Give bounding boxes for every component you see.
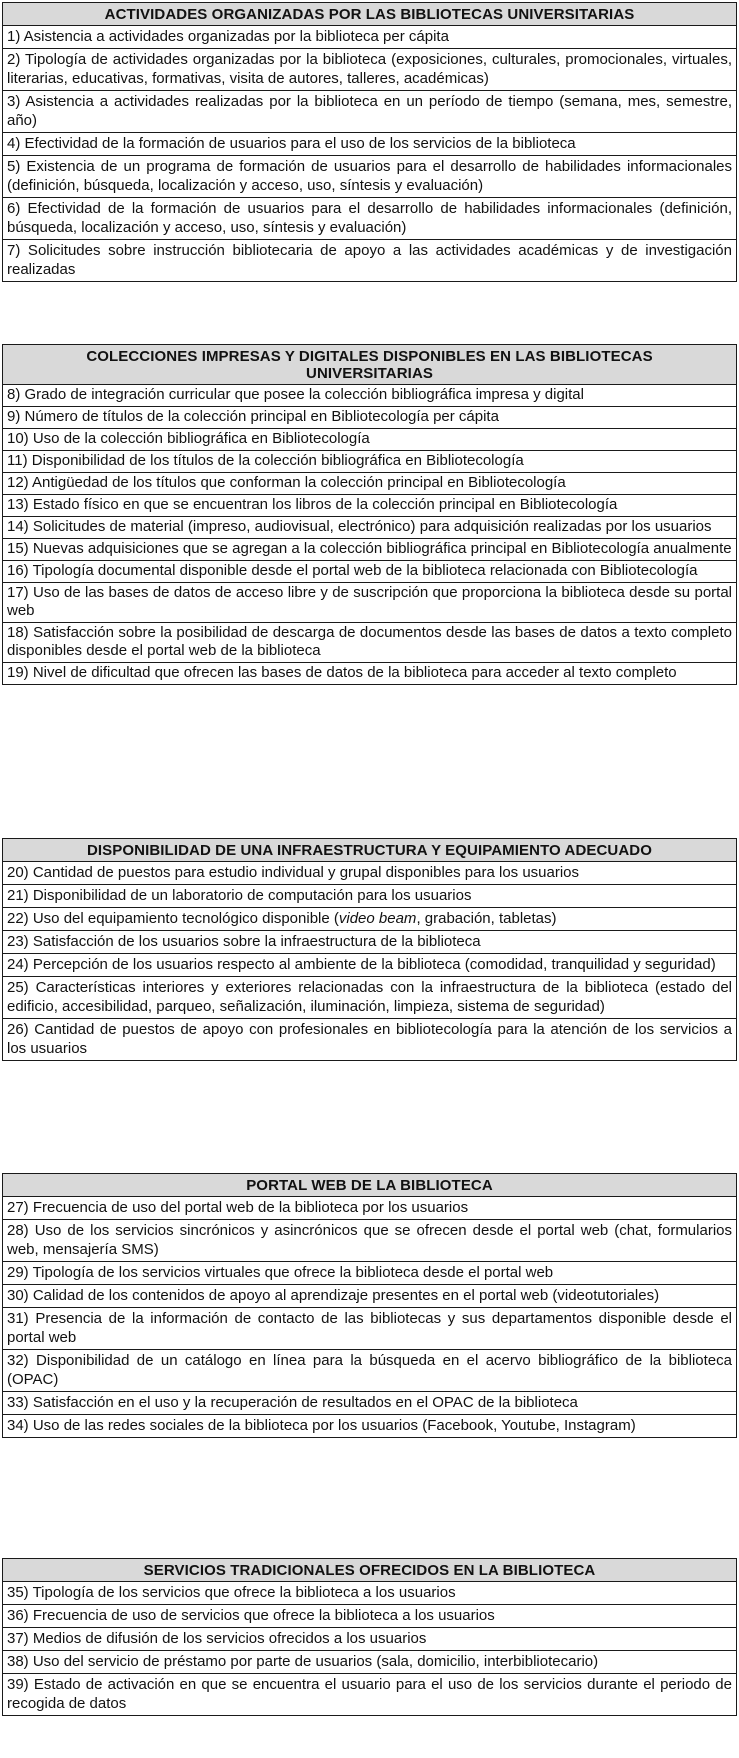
list-item: 7) Solicitudes sobre instrucción bibliotecaria de apoyo a las actividades académicas y de investigación realizadas	[7, 242, 732, 278]
list-item: 6) Efectividad de la formación de usuarios para el desarrollo de habilidades informacionales (definición, búsqueda, localización y acceso, uso, síntesis y evaluación)	[3, 198, 736, 240]
list-item: 16) Tipología documental disponible desde el portal web de la biblioteca relacionada con Bibliotecología	[3, 561, 736, 583]
list-item: 15) Nuevas adquisiciones que se agregan a la colección bibliográfica principal en Bibliotecología anualmente	[3, 539, 736, 561]
list-item: 2) Tipología de actividades organizadas por la biblioteca (exposiciones, culturales, promocionales, virtuales, literarias, educativas, formativas, visita de autores, talleres, académicas)	[3, 49, 736, 91]
list-item: 13) Estado físico en que se encuentran los libros de la colección principal en Bibliotecología	[3, 495, 736, 517]
list-item: 25) Características interiores y exteriores relacionadas con la infraestructura de la biblioteca (estado del edificio, accesibilidad, parqueo, señalización, iluminación, limpieza, sistema de seguridad)	[3, 977, 736, 1019]
list-item: 36) Frecuencia de uso de servicios que ofrece la biblioteca a los usuarios	[3, 1605, 736, 1628]
list-item: 12) Antigüedad de los títulos que conforman la colección principal en Bibliotecología	[3, 473, 736, 495]
section-actividades	[2, 2, 737, 282]
section-title: ACTIVIDADES ORGANIZADAS POR LAS BIBLIOTECAS UNIVERSITARIAS	[3, 3, 736, 26]
list-item: 39) Estado de activación en que se encuentra el usuario para el uso de los servicios durante el periodo de recogida de datos	[7, 1676, 732, 1712]
list-item	[3, 908, 736, 931]
list-item: 24) Percepción de los usuarios respecto al ambiente de la biblioteca (comodidad, tranquilidad y seguridad)	[3, 954, 736, 977]
section-servicios	[2, 1558, 737, 1716]
list-item: 8) Grado de integración curricular que posee la colección bibliográfica impresa y digital	[3, 385, 736, 407]
list-item: 38) Uso del servicio de préstamo por parte de usuarios (sala, domicilio, interbibliotecario)	[3, 1651, 736, 1674]
list-item: 4) Efectividad de la formación de usuarios para el uso de los servicios de la biblioteca	[3, 133, 736, 156]
list-item: 17) Uso de las bases de datos de acceso libre y de suscripción que proporciona la biblioteca desde su portal web	[3, 583, 736, 623]
list-item: 18) Satisfacción sobre la posibilidad de descarga de documentos desde las bases de datos a texto completo disponibles desde el portal web de la biblioteca	[3, 623, 736, 663]
section-title: COLECCIONES IMPRESAS Y DIGITALES DISPONIBLES EN LAS BIBLIOTECAS UNIVERSITARIAS	[3, 345, 736, 385]
list-item: 11) Disponibilidad de los títulos de la colección bibliográfica en Bibliotecología	[3, 451, 736, 473]
list-item: 19) Nivel de dificultad que ofrecen las bases de datos de la biblioteca para acceder al texto completo	[7, 664, 677, 681]
list-item: 35) Tipología de los servicios que ofrece la biblioteca a los usuarios	[3, 1582, 736, 1605]
list-item: 31) Presencia de la información de contacto de las bibliotecas y sus departamentos disponible desde el portal web	[3, 1308, 736, 1350]
list-item: 10) Uso de la colección bibliográfica en Bibliotecología	[3, 429, 736, 451]
item-text: 22) Uso del equipamiento tecnológico disponible (	[7, 910, 339, 927]
section-title: PORTAL WEB DE LA BIBLIOTECA	[3, 1174, 736, 1197]
list-item: 5) Existencia de un programa de formación de usuarios para el desarrollo de habilidades informacionales (definición, búsqueda, localización y acceso, uso, síntesis y evaluación)	[3, 156, 736, 198]
section-colecciones	[2, 344, 737, 685]
list-item: 21) Disponibilidad de un laboratorio de computación para los usuarios	[3, 885, 736, 908]
section-infraestructura	[2, 838, 737, 1061]
list-item: 1) Asistencia a actividades organizadas por la biblioteca per cápita	[3, 26, 736, 49]
list-item: 20) Cantidad de puestos para estudio individual y grupal disponibles para los usuarios	[3, 862, 736, 885]
list-item: 34) Uso de las redes sociales de la biblioteca por los usuarios (Facebook, Youtube, Instagram)	[7, 1417, 636, 1434]
list-item: 27) Frecuencia de uso del portal web de la biblioteca por los usuarios	[3, 1197, 736, 1220]
section-portal-web	[2, 1173, 737, 1438]
list-item: 28) Uso de los servicios sincrónicos y asincrónicos que se ofrecen desde el portal web (chat, formularios web, mensajería SMS)	[3, 1220, 736, 1262]
list-item: 26) Cantidad de puestos de apoyo con profesionales en bibliotecología para la atención de los servicios a los usuarios	[7, 1021, 732, 1057]
list-item: 3) Asistencia a actividades realizadas por la biblioteca en un período de tiempo (semana, mes, semestre, año)	[3, 91, 736, 133]
list-item: 29) Tipología de los servicios virtuales que ofrece la biblioteca desde el portal web	[3, 1262, 736, 1285]
list-item: 37) Medios de difusión de los servicios ofrecidos a los usuarios	[3, 1628, 736, 1651]
list-item: 30) Calidad de los contenidos de apoyo al aprendizaje presentes en el portal web (videotutoriales)	[3, 1285, 736, 1308]
list-item: 23) Satisfacción de los usuarios sobre la infraestructura de la biblioteca	[3, 931, 736, 954]
list-item: 32) Disponibilidad de un catálogo en línea para la búsqueda en el acervo bibliográfico de la biblioteca (OPAC)	[3, 1350, 736, 1392]
item-text: , grabación, tabletas)	[416, 910, 557, 927]
list-item: 14) Solicitudes de material (impreso, audiovisual, electrónico) para adquisición realizadas por los usuarios	[3, 517, 736, 539]
list-item: 33) Satisfacción en el uso y la recuperación de resultados en el OPAC de la biblioteca	[3, 1392, 736, 1415]
section-title: SERVICIOS TRADICIONALES OFRECIDOS EN LA BIBLIOTECA	[3, 1559, 736, 1582]
list-item: 9) Número de títulos de la colección principal en Bibliotecología per cápita	[3, 407, 736, 429]
item-text-italic: video beam	[338, 910, 417, 927]
section-title: DISPONIBILIDAD DE UNA INFRAESTRUCTURA Y EQUIPAMIENTO ADECUADO	[3, 839, 736, 862]
